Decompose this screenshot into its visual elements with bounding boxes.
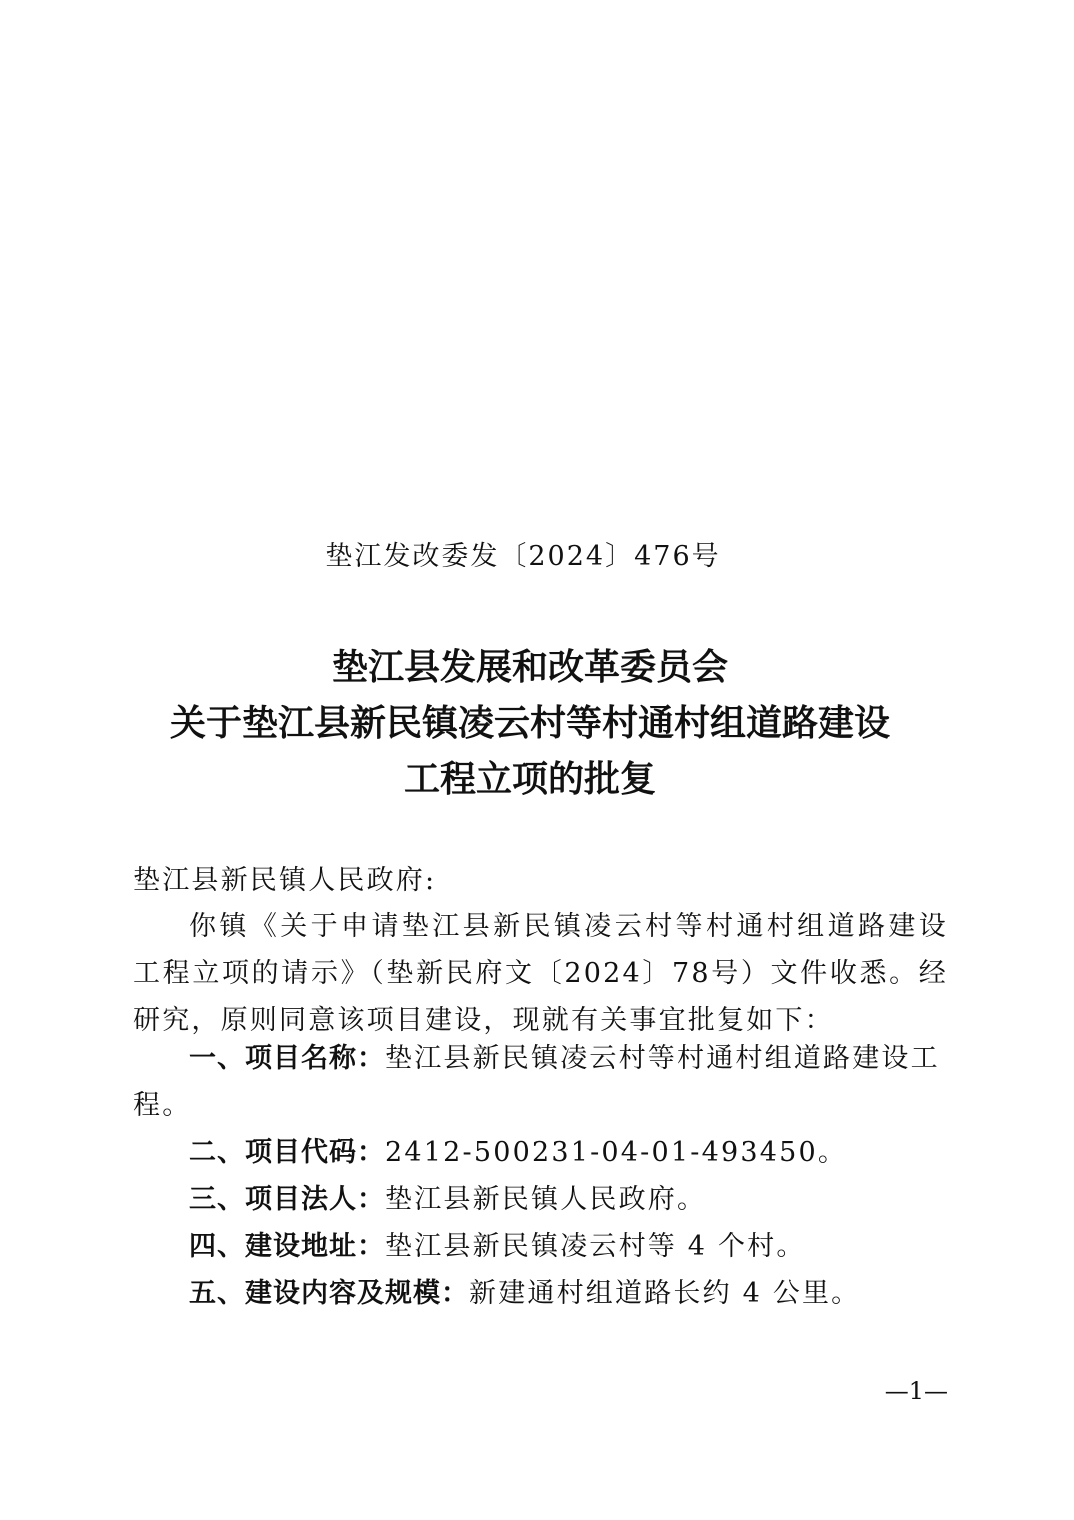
item-label: 五、建设内容及规模：	[189, 1278, 469, 1309]
item-value: 新建通村组道路长约 4 公里。	[469, 1278, 861, 1309]
item-value: 垫江县新民镇人民政府。	[385, 1184, 707, 1215]
title-line-2: 关于垫江县新民镇凌云村等村通村组道路建设	[169, 703, 890, 744]
page-number: —1—	[884, 1377, 948, 1405]
item-label: 三、项目法人：	[189, 1184, 385, 1215]
item-label: 一、项目名称：	[189, 1043, 385, 1074]
item-construction-site	[133, 1223, 948, 1270]
addressee: 垫江县新民镇人民政府:	[133, 865, 437, 896]
item-value: 垫江县新民镇凌云村等村通村组道路建设工程。	[133, 1043, 940, 1121]
item-legal-entity	[133, 1176, 948, 1223]
document-title	[0, 640, 1060, 808]
item-construction-scope	[133, 1270, 948, 1317]
title-line-1: 垫江县发展和改革委员会	[331, 647, 728, 688]
item-label: 二、项目代码：	[189, 1137, 385, 1168]
approval-items	[133, 1035, 948, 1317]
item-project-code	[133, 1129, 948, 1176]
intro-paragraph: 你镇《关于申请垫江县新民镇凌云村等村通村组道路建设工程立项的请示》（垫新民府文〔2024〕78号）文件收悉。经研究，原则同意该项目建设，现就有关事宜批复如下：	[133, 911, 948, 1036]
item-value: 垫江县新民镇凌云村等 4 个村。	[385, 1231, 806, 1262]
item-project-name	[133, 1035, 948, 1129]
title-line-3: 工程立项的批复	[403, 759, 656, 800]
item-value: 2412-500231-04-01-493450。	[385, 1137, 848, 1168]
item-label: 四、建设地址：	[189, 1231, 385, 1262]
document-number: 垫江发改委发〔2024〕476号	[325, 541, 721, 572]
